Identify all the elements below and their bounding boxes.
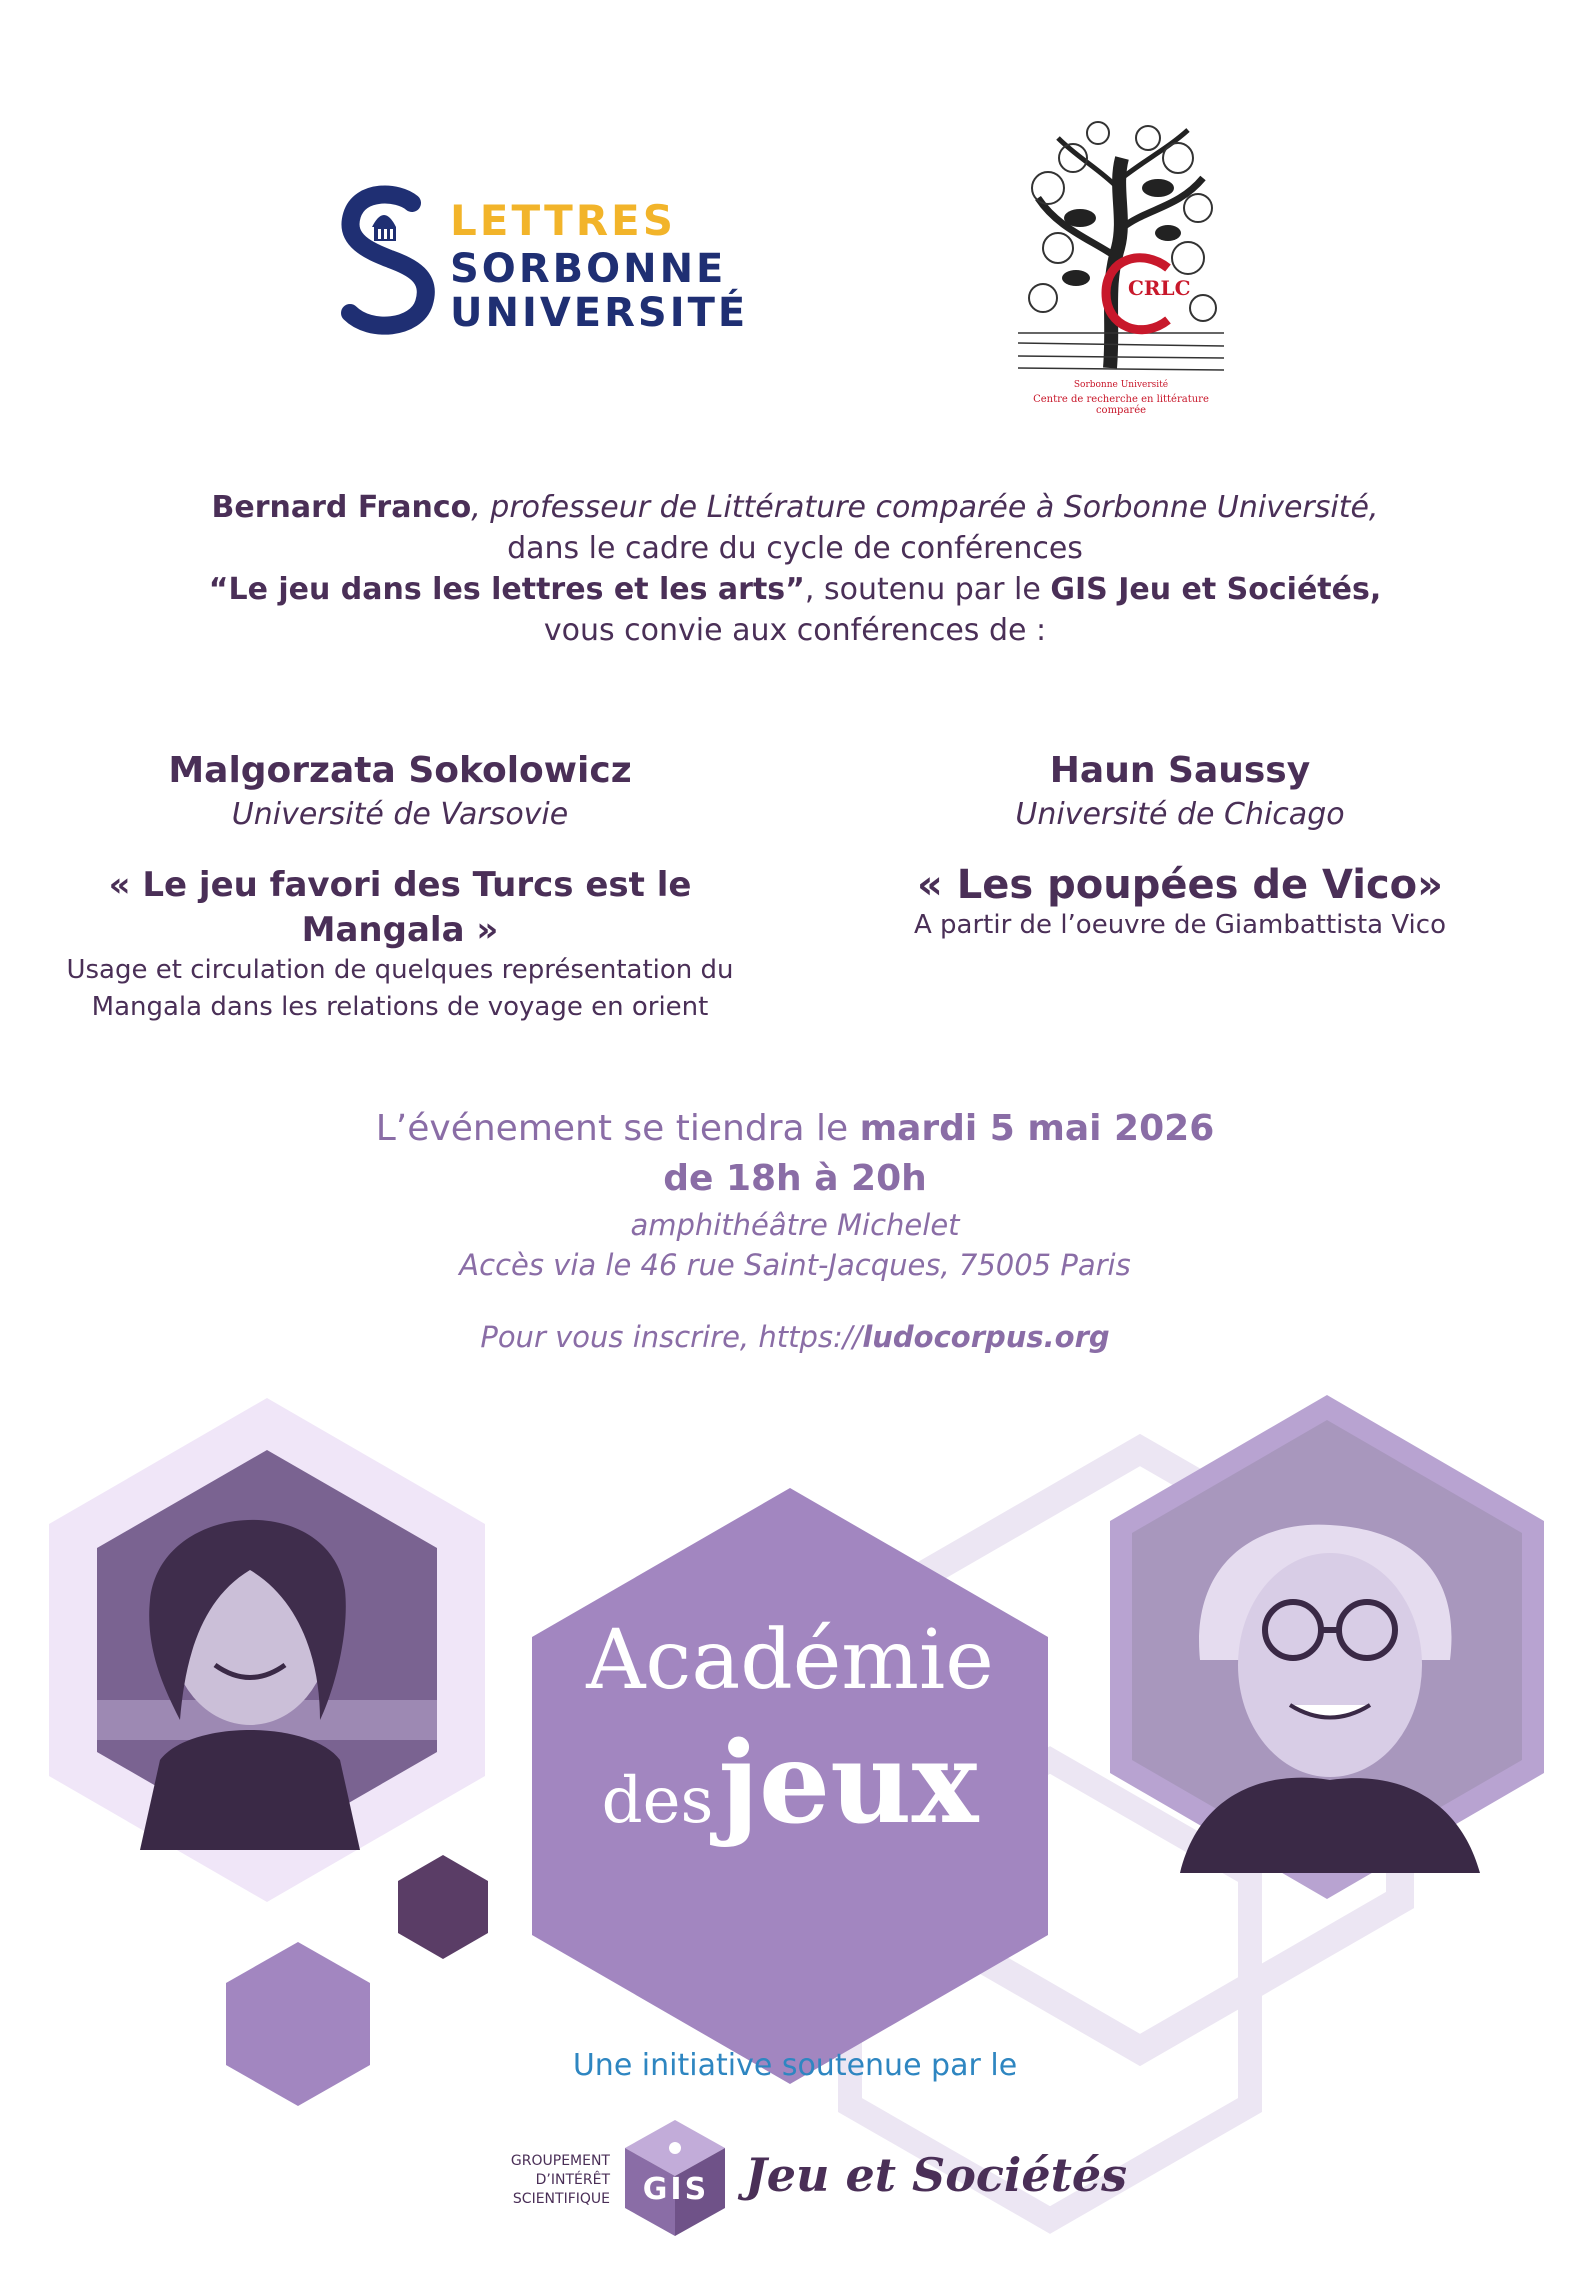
intro-text (0, 487, 1590, 651)
academie-des: des (601, 1764, 714, 1838)
intro-line-4: vous convie aux conférences de : (543, 613, 1047, 648)
register-lead: Pour vous inscrire, https:// (480, 1320, 863, 1354)
initiative-text: Une initiative soutenue par le (572, 2048, 1018, 2083)
gis-name: Jeu et Sociétés (745, 2148, 1128, 2202)
sorbonne-logo-line1: LETTRES (450, 196, 676, 245)
academie-title-line2 (540, 1718, 1040, 1849)
gis-cube-text: GIS (642, 2172, 710, 2207)
event-date: mardi 5 mai 2026 (859, 1108, 1215, 1149)
event-register (0, 1320, 1590, 1354)
talk-subtitle-line1: Usage et circulation de quelques représentation du (66, 955, 734, 985)
gis-logo (490, 2110, 1190, 2245)
sorbonne-logo-line2: SORBONNE (450, 246, 727, 292)
event-lead: L’événement se tiendra le (375, 1108, 860, 1149)
event-date-line (0, 1108, 1590, 1149)
sorbonne-logo-line3: UNIVERSITÉ (450, 290, 749, 336)
intro-line-1 (0, 487, 1590, 528)
event-venue: amphithéâtre Michelet (630, 1208, 960, 1242)
talk-title-line2: Mangala » (301, 910, 499, 950)
academie-jeux: jeux (718, 1718, 979, 1849)
talk-title-line1: « Les poupées de Vico» (916, 862, 1443, 908)
crlc-caption-2: Centre de recherche en littérature comparée (1033, 394, 1209, 416)
intro-line-3 (0, 569, 1590, 610)
gis-name: GIS Jeu et Sociétés, (1050, 572, 1382, 607)
host-role: , professeur de Littérature comparée à Sorbonne Université, (471, 490, 1379, 525)
intro-line-2: dans le cadre du cycle de conférences (507, 531, 1083, 566)
gis-label (490, 2152, 610, 2209)
talk-subtitle-line2: Mangala dans les relations de voyage en orient (91, 992, 709, 1022)
crlc-caption-1: Sorbonne Université (1073, 380, 1169, 390)
academie-title-line1: Académie (586, 1613, 994, 1708)
sorbonne-logo (340, 185, 749, 336)
speaker-right (820, 750, 1540, 940)
register-link[interactable]: ludocorpus.org (862, 1320, 1110, 1354)
gis-label-1: GROUPEMENT (510, 2153, 610, 2169)
sorbonne-s-emblem-icon (340, 185, 440, 335)
gis-label-3: SCIENTIFIQUE (512, 2191, 610, 2207)
event-time: de 18h à 20h (663, 1158, 927, 1199)
speaker-left (40, 750, 760, 1025)
speaker-name: Haun Saussy (1049, 750, 1311, 791)
cycle-title: “Le jeu dans les lettres et les arts” (208, 572, 805, 607)
crlc-tree-engraving-icon (1018, 118, 1224, 378)
speaker-university: Université de Varsovie (231, 797, 569, 832)
small-dark-hexagon (398, 1855, 488, 1959)
supported-by: , soutenu par le (804, 572, 1051, 607)
event-address: Accès via le 46 rue Saint-Jacques, 75005 Paris (459, 1248, 1131, 1282)
gis-label-2: D’INTÉRÊT (535, 2172, 610, 2188)
crlc-logo (1018, 118, 1224, 416)
speaker-name: Malgorzata Sokolowicz (168, 750, 632, 791)
talk-title-line1: « Le jeu favori des Turcs est le (108, 865, 692, 905)
talk-subtitle-line1: A partir de l’oeuvre de Giambattista Vico (914, 910, 1446, 940)
crlc-monogram-letters: CRLC (1128, 276, 1191, 300)
host-name: Bernard Franco (211, 490, 472, 525)
speaker-university: Université de Chicago (1015, 797, 1345, 832)
